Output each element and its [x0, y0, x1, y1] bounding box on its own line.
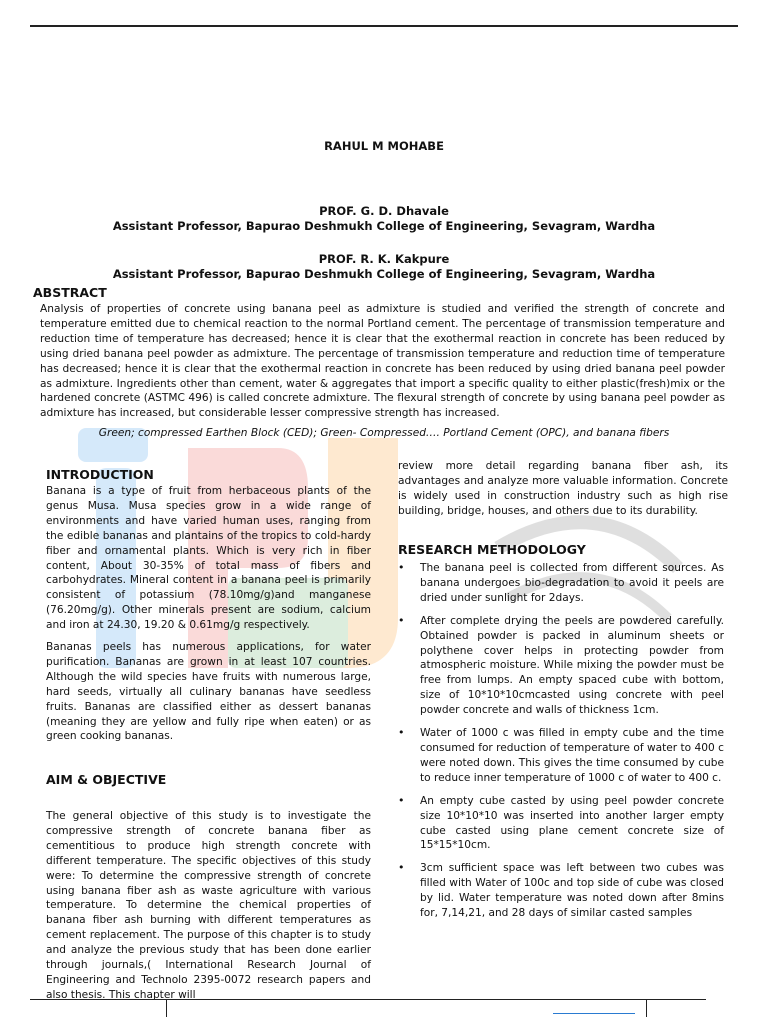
list-item: • After complete drying the peels are powdered carefully. Obtained powder is packed in aluminum sheets or polythene cover helps in protecting powder from atmospheric moisture. While mixing the powder must be free from lumps. An empty spaced cube with bottom, size of 10*10*10cmcasted using concrete with peel powder concrete and walls of thickness 1cm. — [394, 614, 724, 718]
abstract-heading: ABSTRACT — [33, 285, 107, 300]
introduction-paragraph-1: Banana is a type of fruit from herbaceous plants of the genus Musa. Musa species grow in a wide range of environments and have varied human uses, ranging from the edible bananas and plantains of the tropics to cold-hardy fiber and ornamental plants. Which is very rich in fiber content, About 30-35% of total mass of fibers and carbohydrates. Mineral content in a banana peel is primarily consistent of potassium (78.10mg/g)and manganese (76.20mg/g). Other minerals present are sodium, calcium and iron at 24.30, 19.20 & 0.61mg/g respectively. — [46, 485, 371, 632]
list-item: • Water of 1000 c was filled in empty cube and the time consumed for reduction of temperature of water to 400 c were noted down. This gives the time consumed by cube to reduce inner temperature of 1000 c of water to 400 c. — [394, 726, 724, 786]
footer-rule — [30, 999, 706, 1000]
coauthor1-name: PROF. G. D. Dhavale — [319, 204, 449, 218]
footer-tick-left — [166, 999, 167, 1017]
list-item: • 3cm sufficient space was left between two cubes was filled with Water of 100c and top side of cube was closed by lid. Water temperature was noted down after 8mins for, 7,14,21, and 28 days of similar casted samples — [394, 861, 724, 921]
coauthor2-affiliation: Assistant Professor, Bapurao Deshmukh College of Engineering, Sevagram, Wardha — [112, 267, 656, 281]
author-name: RAHUL M MOHABE — [324, 139, 444, 153]
list-item: • The banana peel is collected from different sources. As banana undergoes bio-degradation to avoid it peels are dried under sunlight for 2days. — [394, 561, 724, 606]
list-item: • An empty cube casted by using peel powder concrete size 10*10*10 was inserted into another larger empty cube casted using plane cement concrete size of 15*15*10cm. — [394, 794, 724, 854]
right-column-continuation: review more detail regarding banana fiber ash, its advantages and analyze more valuable information. Concrete is widely used in construction industry such as high rise building, bridge, houses, and others due to its durability. — [398, 460, 728, 517]
keywords: Green; compressed Earthen Block (CED); Green- Compressed…. Portland Cement (OPC), and banana fibers — [98, 427, 670, 439]
top-rule — [30, 25, 738, 27]
coauthor2-name: PROF. R. K. Kakpure — [318, 252, 450, 266]
methodology-heading: RESEARCH METHODOLOGY — [398, 542, 586, 557]
abstract-text: Analysis of properties of concrete using banana peel as admixture is studied and verified the strength of concrete and temperature emitted due to chemical reaction to the normal Portland cement. The percentage of transmission temperature and reduction time of temperature has decreased; hence it is clear that the exothermal reaction in concrete has been reduced by using dried banana peel powder as admixture. The percentage of transmission temperature and reduction time of temperature has decreased; hence it is clear that the exothermal reaction in concrete has been reduced by using dried banana peel powder as admixture. Ingredients other than cement, water & aggregates that import a specific quality to either plastic(fresh)mix or the hardened concrete (ASTMC 496) is called concrete admixture. The flexural strength of concrete by using banana peel powder as admixture has increased, but considerable lesser compressive strength has increased. — [40, 303, 725, 420]
methodology-list — [394, 561, 724, 929]
aim-heading: AIM & OBJECTIVE — [46, 772, 167, 787]
aim-text: The general objective of this study is to investigate the compressive strength of concrete banana fiber as cementitious to produce high strength concrete with different temperature. The specific objectives of this study were: To determine the compressive strength of concrete using banana fiber ash as waste agriculture with various temperature. To determine the chemical properties of banana fiber ash burning with different temperatures as cement replacement. The purpose of this chapter is to study and analyze the previous study that has been done earlier through journals,( International Research Journal of Engineering and Technolo 2395-0072 research papers and also thesis. This chapter will — [46, 810, 371, 1001]
introduction-heading: INTRODUCTION — [46, 467, 154, 482]
footer-tick-right — [646, 999, 647, 1017]
footer-link-underline[interactable] — [553, 1013, 635, 1014]
introduction-paragraph-2: Bananas peels has numerous applications, for water purification. Bananas are grown in at least 107 countries. Although the wild species have fruits with numerous large, hard seeds, virtually all culinary bananas have seedless fruits. Bananas are classified either as dessert bananas (meaning they are yellow and fully ripe when eaten) or as green cooking bananas. — [46, 641, 371, 743]
coauthor1-affiliation: Assistant Professor, Bapurao Deshmukh College of Engineering, Sevagram, Wardha — [112, 219, 656, 233]
